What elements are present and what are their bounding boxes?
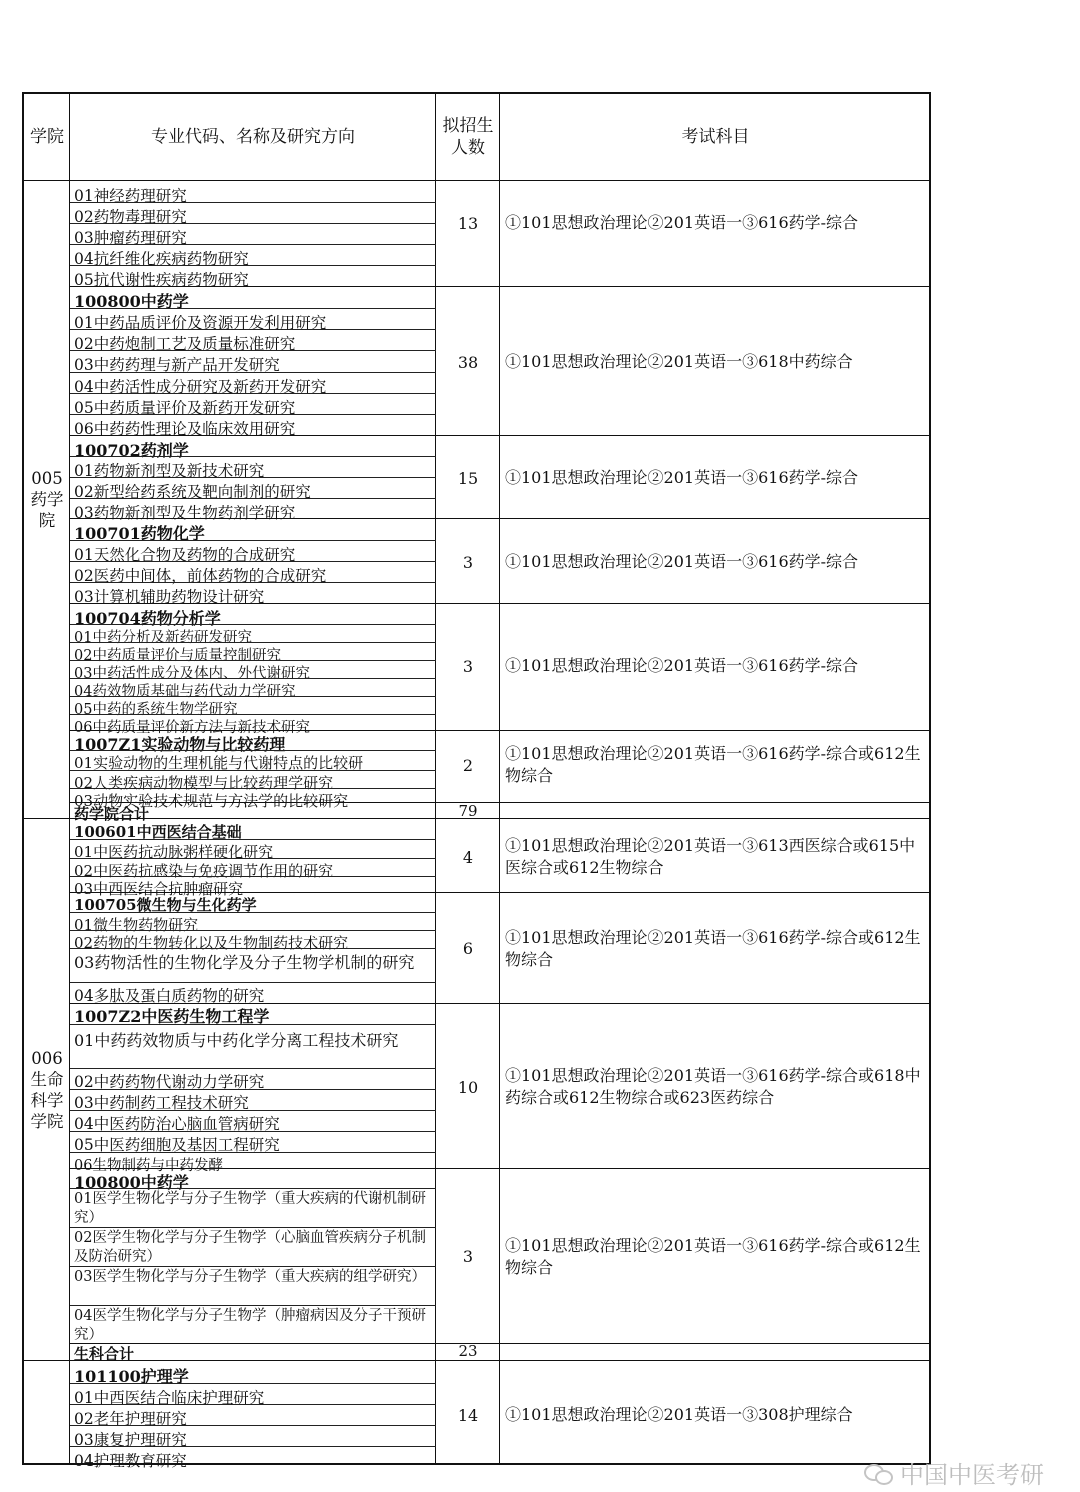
direction-item: 05中药的系统生物学研究 — [74, 702, 238, 718]
row-line — [70, 624, 436, 625]
direction-item: 05中医药细胞及基因工程研究 — [74, 1136, 280, 1154]
row-line — [70, 223, 436, 224]
exam-subjects: ①101思想政治理论②201英语一③616药学-综合或612生物综合 — [505, 928, 921, 969]
enrollment-count: 15 — [457, 469, 479, 488]
direction-item: 01中医药抗动脉粥样硬化研究 — [74, 843, 274, 861]
direction-item: 05中药质量评价及新药开发研究 — [74, 399, 296, 417]
row-line — [70, 1227, 436, 1228]
college-005 — [24, 181, 70, 818]
group-divider — [70, 518, 929, 519]
enrollment-count: 6 — [462, 939, 474, 958]
direction-item: 04医学生物化学与分子生物学（肿瘤病因及分子干预研究） — [74, 1308, 426, 1343]
direction-item: 02中药药物代谢动力学研究 — [74, 1073, 265, 1091]
direction-item: 03中药活性成分及体内、外代谢研究 — [74, 666, 310, 682]
row-line — [70, 912, 436, 913]
enrollment-count: 3 — [462, 657, 474, 676]
row-line — [70, 1383, 436, 1384]
row-line — [70, 930, 436, 931]
direction-item: 02老年护理研究 — [74, 1410, 187, 1428]
direction-item: 04药效物质基础与药代动力学研究 — [74, 684, 296, 700]
wechat-icon — [864, 1462, 892, 1484]
major-title: 100705微生物与生化药学 — [74, 896, 257, 914]
row-line — [70, 770, 436, 771]
direction-item: 04护理教育研究 — [74, 1452, 187, 1470]
exam-subjects: ①101思想政治理论②201英语一③616药学-综合或618中药综合或612生物综合或623医药综合 — [505, 1066, 921, 1107]
row-line — [70, 1068, 436, 1069]
row-line — [70, 1110, 436, 1111]
group-divider — [70, 730, 929, 731]
enrollment-count: 13 — [457, 214, 479, 233]
total-count: 23 — [458, 1342, 478, 1360]
direction-item: 03肿瘤药理研究 — [74, 229, 187, 247]
group-divider — [70, 435, 929, 436]
direction-item: 01天然化合物及药物的合成研究 — [74, 546, 296, 564]
enrollment-count: 3 — [462, 553, 474, 572]
row-line — [70, 498, 436, 499]
row-line — [70, 1425, 436, 1426]
direction-item: 02新型给药系统及靶向制剂的研究 — [74, 483, 311, 501]
major-title: 1007Z2中医药生物工程学 — [74, 1007, 270, 1026]
row-line — [70, 714, 436, 715]
row-line — [70, 329, 436, 330]
major-title: 100800中药学 — [74, 292, 189, 311]
enrollment-count: 2 — [462, 756, 474, 775]
row-line — [70, 948, 436, 949]
direction-item: 03中西医结合抗肿瘤研究 — [74, 880, 244, 898]
watermark-text: 中国中医考研 — [900, 1461, 1044, 1489]
row-line — [70, 561, 436, 562]
row-line — [70, 477, 436, 478]
direction-item: 02人类疾病动物模型与比较药理学研究 — [74, 774, 334, 792]
group-divider — [70, 1168, 929, 1169]
direction-item: 04多肽及蛋白质药物的研究 — [74, 987, 265, 1005]
exam-subjects: ①101思想政治理论②201英语一③616药学-综合 — [505, 468, 859, 487]
exam-subjects: ①101思想政治理论②201英语一③616药学-综合 — [505, 213, 859, 232]
exam-subjects: ①101思想政治理论②201英语一③616药学-综合 — [505, 552, 859, 571]
direction-item: 01中药药效物质与中药化学分离工程技术研究 — [74, 1031, 399, 1050]
college-006-name: 006生命科学学院 — [30, 1049, 64, 1131]
enrollment-count: 38 — [457, 353, 479, 372]
direction-item: 01中西医结合临床护理研究 — [74, 1389, 265, 1407]
enrollment-count: 10 — [457, 1078, 479, 1097]
major-title: 100601中西医结合基础 — [74, 823, 242, 841]
row-line — [70, 1188, 436, 1189]
row-line — [70, 582, 436, 583]
major-title: 100702药剂学 — [74, 441, 189, 460]
group-divider — [70, 603, 929, 604]
admissions-table — [22, 92, 931, 1470]
major-title: 100800中药学 — [74, 1173, 189, 1192]
direction-item: 03药物新剂型及生物药剂学研究 — [74, 504, 296, 522]
direction-item: 06生物制药与中药发酵 — [74, 1158, 223, 1174]
total-label: 药学院合计 — [74, 805, 150, 823]
direction-item: 04中医药防治心脑血管病研究 — [74, 1115, 280, 1133]
header-major: 专业代码、名称及研究方向 — [151, 127, 355, 147]
row-line — [70, 372, 436, 373]
row-line — [70, 660, 436, 661]
direction-item: 03计算机辅助药物设计研究 — [74, 588, 265, 606]
direction-item: 03医学生物化学与分子生物学（重大疾病的组学研究） — [74, 1269, 426, 1285]
row-line — [70, 839, 436, 840]
exam-subjects: ①101思想政治理论②201英语一③616药学-综合或612生物综合 — [505, 1236, 921, 1277]
direction-item: 02医学生物化学与分子生物学（心脑血管疾病分子机制及防治研究） — [74, 1230, 426, 1265]
direction-item: 03药物活性的生物化学及分子生物学机制的研究 — [74, 953, 415, 972]
direction-item: 01中药分析及新药研发研究 — [74, 630, 252, 646]
direction-item: 02中药质量评价与质量控制研究 — [74, 648, 281, 664]
exam-subjects: ①101思想政治理论②201英语一③616药学-综合或612生物综合 — [505, 744, 921, 785]
row-line — [70, 858, 436, 859]
row-line — [70, 1266, 436, 1267]
row-line — [70, 1446, 436, 1447]
group-divider — [70, 892, 929, 893]
row-line — [70, 1152, 436, 1153]
row-line — [70, 750, 436, 751]
row-line — [70, 642, 436, 643]
row-line — [70, 414, 436, 415]
exam-subjects: ①101思想政治理论②201英语一③613西医综合或615中医综合或612生物综合 — [505, 836, 916, 877]
exam-subjects: ①101思想政治理论②201英语一③616药学-综合 — [505, 656, 859, 675]
row-line — [70, 982, 436, 983]
direction-item: 02医药中间体，前体药物的合成研究 — [74, 567, 327, 585]
direction-item: 01药物新剂型及新技术研究 — [74, 462, 265, 480]
row-line — [70, 1305, 436, 1306]
direction-item: 03中药药理与新产品开发研究 — [74, 356, 280, 374]
exam-subjects: ①101思想政治理论②201英语一③308护理综合 — [505, 1405, 853, 1424]
direction-item: 01中药品质评价及资源开发利用研究 — [74, 314, 327, 332]
total-label: 生科合计 — [74, 1345, 135, 1363]
major-title: 1007Z1实验动物与比较药理 — [74, 735, 286, 754]
row-line — [70, 788, 436, 789]
total-count: 79 — [458, 802, 478, 820]
direction-item: 02中医药抗感染与免疫调节作用的研究 — [74, 862, 334, 880]
direction-item: 02药物的生物转化以及生物制药技术研究 — [74, 934, 349, 952]
direction-item: 02药物毒理研究 — [74, 208, 187, 226]
row-line — [70, 540, 436, 541]
row-line — [70, 1024, 436, 1025]
direction-item: 03中药制药工程技术研究 — [74, 1094, 249, 1112]
row-line — [70, 350, 436, 351]
direction-item: 01微生物药物研究 — [74, 916, 199, 934]
major-title: 100701药物化学 — [74, 524, 205, 543]
row-line — [70, 1131, 436, 1132]
group-divider — [70, 286, 929, 287]
watermark — [864, 1455, 1044, 1490]
header-count: 拟招生人数 — [442, 116, 494, 158]
college-005-name: 005药学院 — [30, 469, 64, 530]
row-line — [70, 456, 436, 457]
direction-item: 01实验动物的生理机能与代谢特点的比较研 — [74, 754, 364, 772]
enrollment-count: 14 — [457, 1406, 479, 1425]
row-line — [70, 678, 436, 679]
direction-item: 02中药炮制工艺及质量标准研究 — [74, 335, 296, 353]
direction-item: 04中药活性成分研究及新药开发研究 — [74, 378, 327, 396]
header-college: 学院 — [30, 127, 64, 147]
enrollment-count: 4 — [462, 848, 474, 867]
row-line — [70, 1404, 436, 1405]
major-title: 100704药物分析学 — [74, 609, 221, 628]
row-line — [70, 308, 436, 309]
major-title: 101100护理学 — [74, 1367, 189, 1386]
header-divider — [24, 180, 929, 181]
direction-item: 01神经药理研究 — [74, 187, 187, 205]
direction-item: 01医学生物化学与分子生物学（重大疾病的代谢机制研究） — [74, 1191, 426, 1226]
row-line — [70, 265, 436, 266]
direction-item: 03康复护理研究 — [74, 1431, 187, 1449]
direction-item: 03动物实验技术规范与方法学的比较研究 — [74, 792, 349, 810]
row-line — [70, 244, 436, 245]
header-exam: 考试科目 — [681, 127, 750, 147]
row-line — [70, 876, 436, 877]
direction-item: 06中药药性理论及临床效用研究 — [74, 420, 296, 438]
direction-item: 06中药质量评价新方法与新技术研究 — [74, 720, 310, 736]
direction-item: 04抗纤维化疾病药物研究 — [74, 250, 249, 268]
row-line — [70, 393, 436, 394]
enrollment-count: 3 — [462, 1247, 474, 1266]
direction-item: 05抗代谢性疾病药物研究 — [74, 271, 249, 289]
row-line — [70, 202, 436, 203]
exam-subjects: ①101思想政治理论②201英语一③618中药综合 — [505, 352, 853, 371]
row-line — [70, 1089, 436, 1090]
row-line — [70, 696, 436, 697]
college-006 — [24, 819, 70, 1361]
